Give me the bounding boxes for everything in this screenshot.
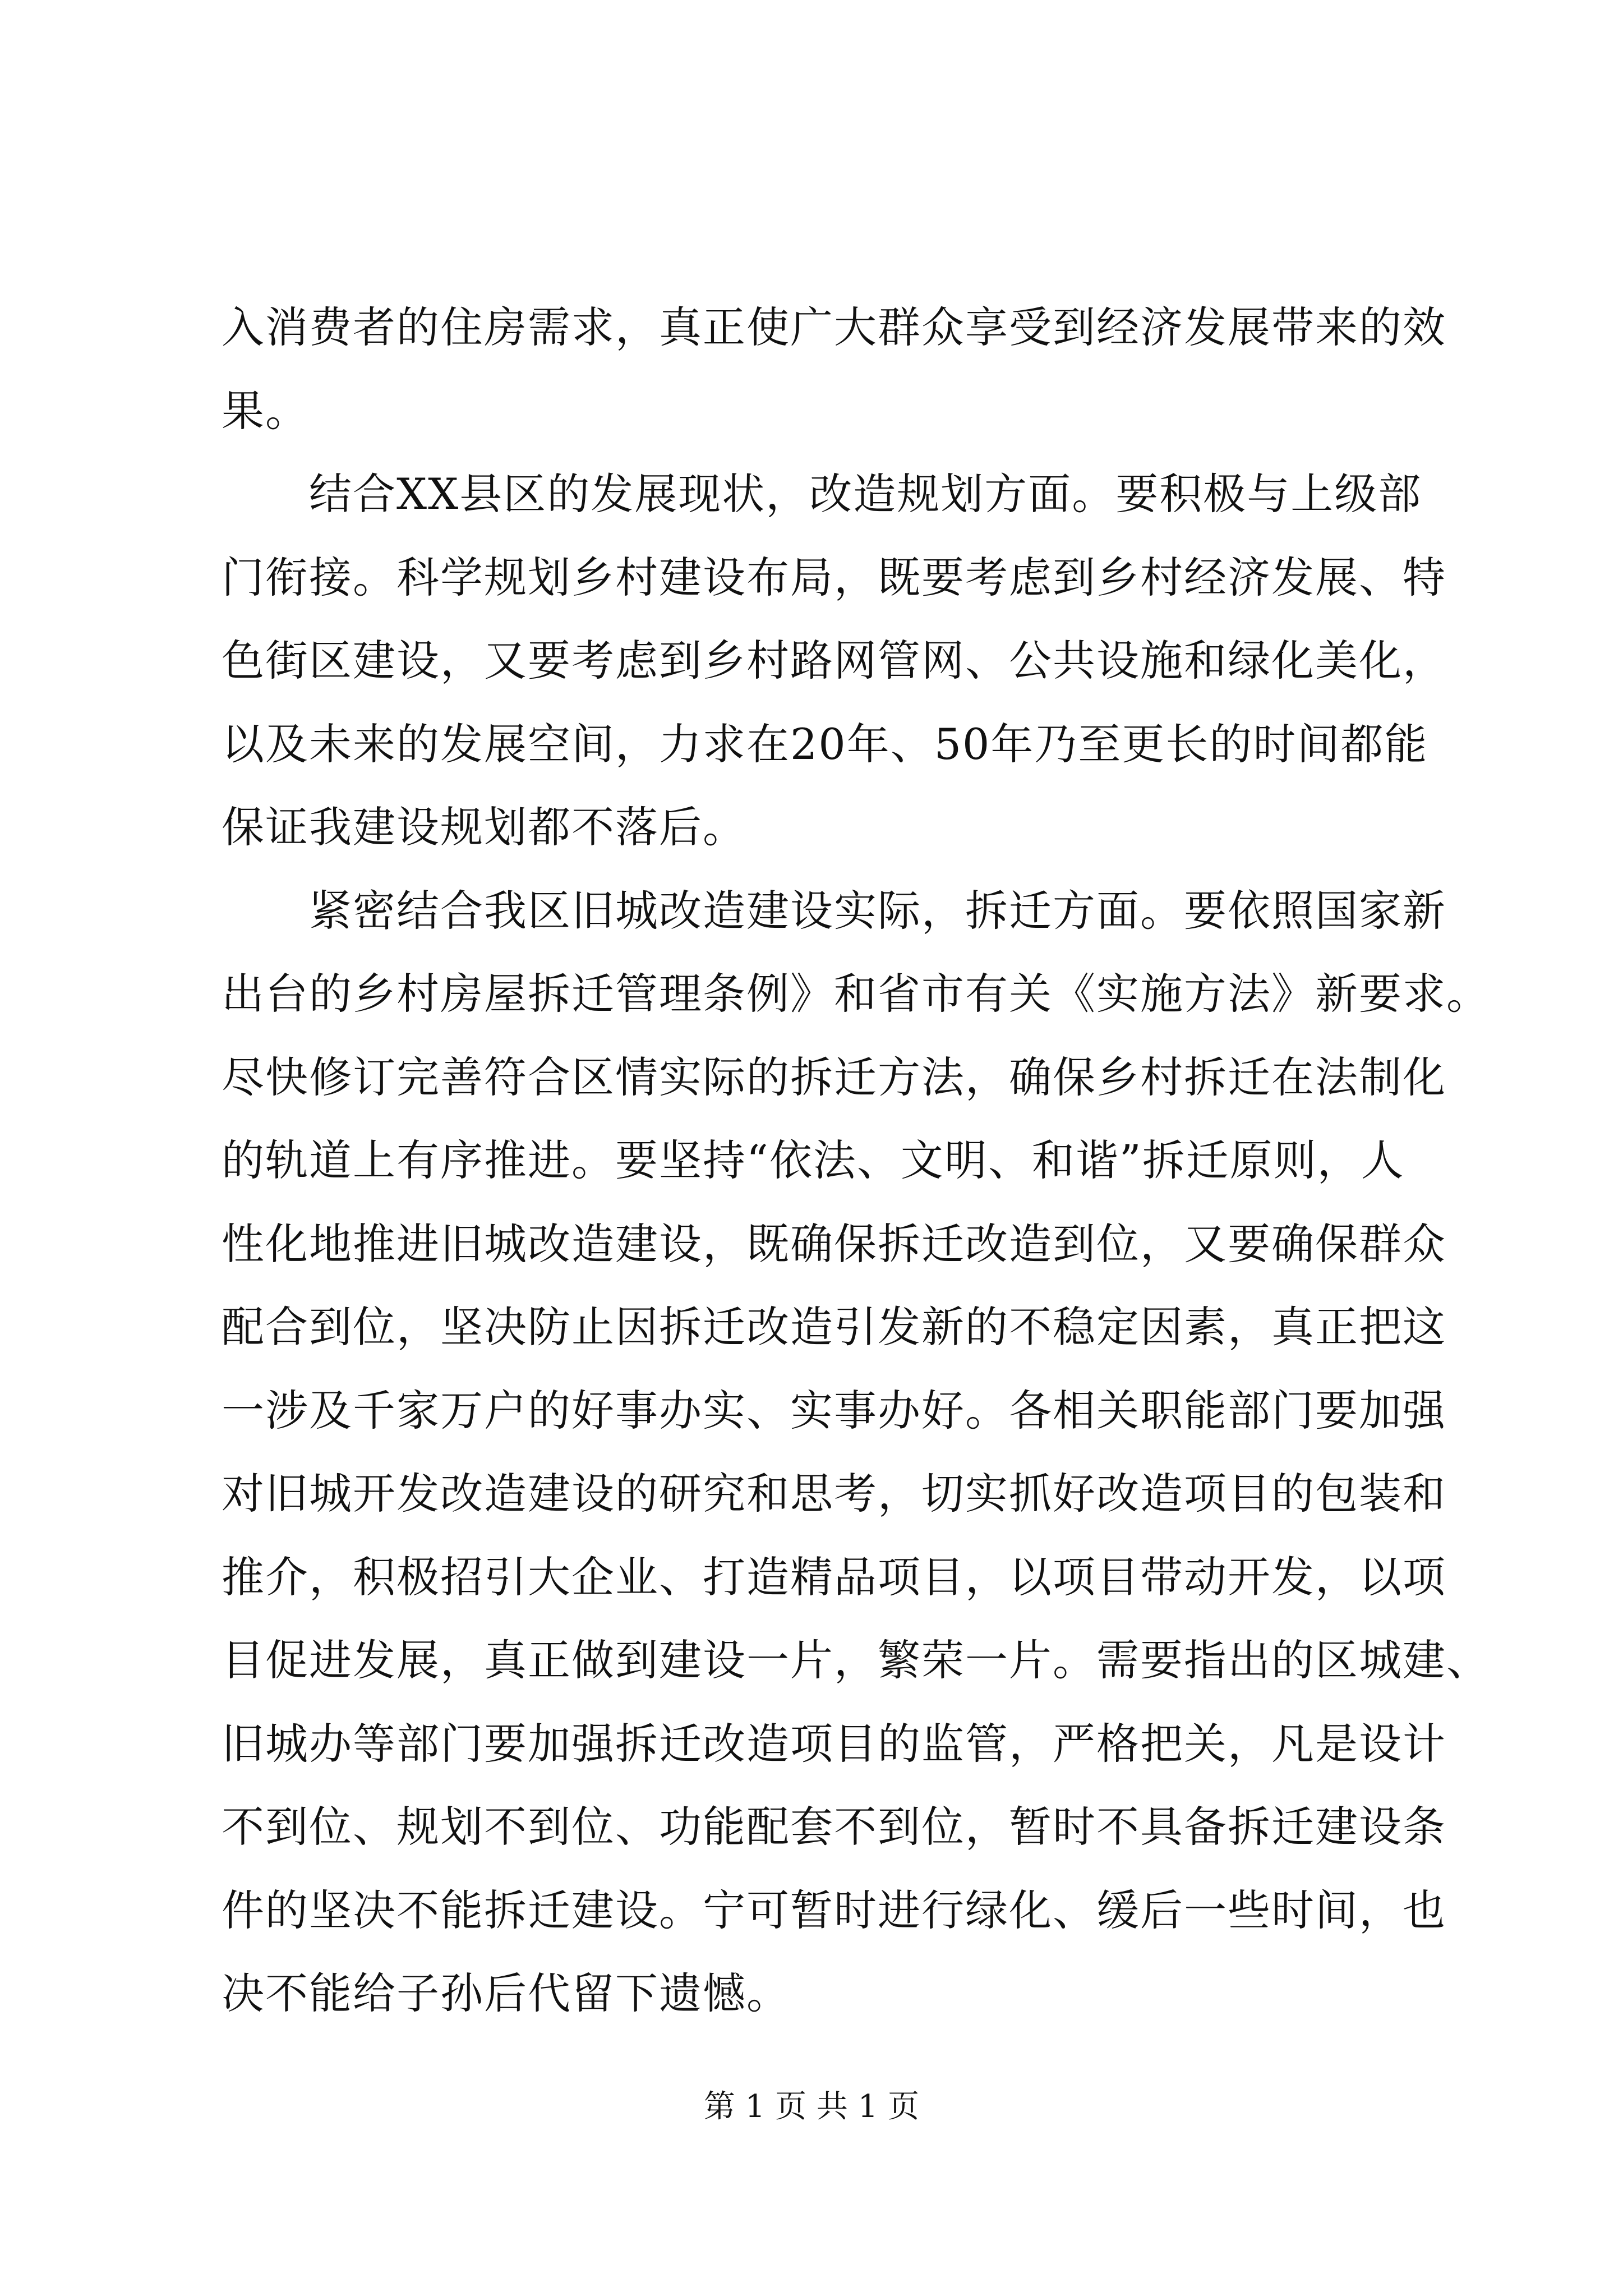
text-line: 性化地推进旧城改造建设，既确保拆迁改造到位，又要确保群众 <box>222 1218 1446 1269</box>
text-line: 件的坚决不能拆迁建设。宁可暂时进行绿化、缓后一些时间，也 <box>222 1885 1446 1935</box>
text-line: 门衔接。科学规划乡村建设布局，既要考虑到乡村经济发展、特 <box>222 552 1446 602</box>
text-line: 推介，积极招引大企业、打造精品项目，以项目带动开发，以项 <box>222 1552 1446 1602</box>
text-line: 果。 <box>222 385 309 436</box>
text-line: 不到位、规划不到位、功能配套不到位，暂时不具备拆迁建设条 <box>222 1802 1446 1852</box>
text-line: 色街区建设，又要考虑到乡村路网管网、公共设施和绿化美化， <box>222 636 1446 685</box>
document-body <box>222 286 1490 2036</box>
text-line: 紧密结合我区旧城改造建设实际，拆迁方面。要依照国家新 <box>222 885 1446 936</box>
page-number-footer: 第 1 页 共 1 页 <box>703 2088 920 2125</box>
text-line: 一涉及千家万户的好事办实、实事办好。各相关职能部门要加强 <box>222 1385 1446 1435</box>
text-line: 的轨道上有序推进。要坚持“依法、文明、和谐”拆迁原则，人 <box>222 1135 1405 1185</box>
text-line: 保证我建设规划都不落后。 <box>222 802 746 852</box>
text-line: 决不能给子孙后代留下遗憾。 <box>222 1968 790 2018</box>
text-line: 出台的乡村房屋拆迁管理条例》和省市有关《实施方法》新要求。 <box>222 969 1490 1019</box>
text-line: 尽快修订完善符合区情实际的拆迁方法，确保乡村拆迁在法制化 <box>222 1052 1446 1102</box>
text-line: 旧城办等部门要加强拆迁改造项目的监管，严格把关，凡是设计 <box>222 1718 1446 1769</box>
text-line: 以及未来的发展空间，力求在20年、50年乃至更长的时间都能 <box>222 719 1428 769</box>
text-line: 结合XX县区的发展现状，改造规划方面。要积极与上级部 <box>222 469 1422 519</box>
text-line: 对旧城开发改造建设的研究和思考，切实抓好改造项目的包装和 <box>222 1469 1446 1519</box>
text-line: 入消费者的住房需求，真正使广大群众享受到经济发展带来的效 <box>222 302 1446 352</box>
text-line: 配合到位，坚决防止因拆迁改造引发新的不稳定因素，真正把这 <box>222 1302 1446 1352</box>
text-line: 目促进发展，真正做到建设一片，繁荣一片。需要指出的区城建、 <box>222 1635 1490 1685</box>
